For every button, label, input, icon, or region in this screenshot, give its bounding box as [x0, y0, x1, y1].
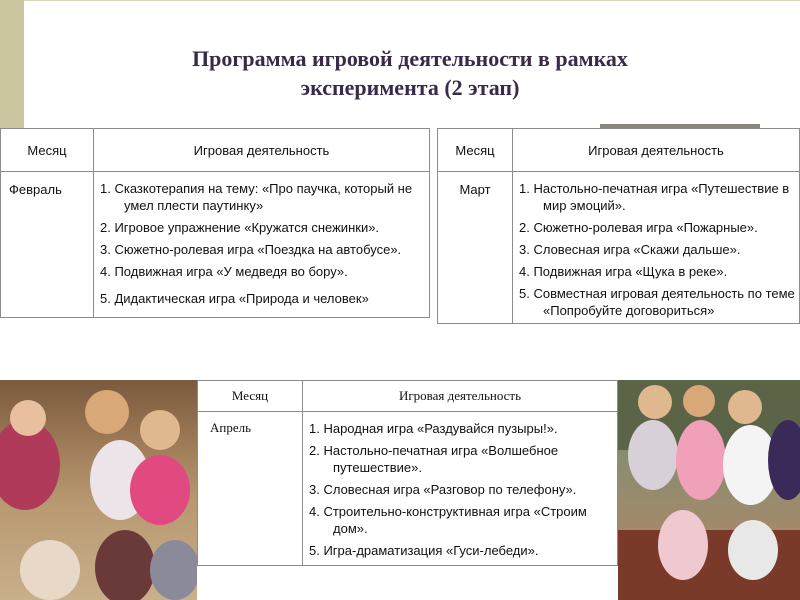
activity-item: 3. Словесная игра «Разговор по телефону».	[309, 482, 577, 497]
month-cell: Март	[438, 172, 513, 324]
activity-cell	[94, 172, 430, 318]
program-table-april	[197, 380, 618, 566]
title-line-2: эксперимента (2 этап)	[300, 75, 520, 100]
activity-item: 1. Сказкотерапия на тему: «Про паучка, который не умел плести паутинку»	[100, 181, 413, 213]
activity-cell	[513, 172, 800, 324]
title-line-1: Программа игровой деятельности в рамках	[192, 46, 628, 71]
header-month: Месяц	[198, 381, 303, 412]
month-cell: Апрель	[198, 412, 303, 566]
activity-item: 4. Строительно-конструктивная игра «Строим дом».	[309, 504, 587, 536]
children-photo-right	[618, 380, 800, 600]
header-month: Месяц	[1, 129, 94, 172]
activity-item: 2. Сюжетно-ролевая игра «Пожарные».	[519, 220, 758, 235]
activity-item: 4. Подвижная игра «У медведя во бору».	[100, 264, 348, 279]
activity-item: 3. Словесная игра «Скажи дальше».	[519, 242, 741, 257]
activity-item: 3. Сюжетно-ролевая игра «Поездка на автобусе».	[100, 242, 402, 257]
activity-item: 5. Дидактическая игра «Природа и человек»	[100, 291, 369, 306]
program-table-march	[437, 128, 800, 324]
decorative-side-bar	[0, 0, 24, 130]
activity-item: 4. Подвижная игра «Щука в реке».	[519, 264, 728, 279]
month-cell: Февраль	[1, 172, 94, 318]
activity-item: 5. Совместная игровая деятельность по теме «Попробуйте договориться»	[519, 286, 795, 318]
header-month: Месяц	[438, 129, 513, 172]
activity-item: 2. Игровое упражнение «Кружатся снежинки».	[100, 220, 380, 235]
children-photo-left	[0, 380, 197, 600]
program-table-february	[0, 128, 430, 318]
activity-item: 1. Настольно-печатная игра «Путешествие в мир эмоций».	[519, 181, 790, 213]
slide-title	[60, 44, 760, 102]
activity-item: 5. Игра-драматизация «Гуси-лебеди».	[309, 543, 539, 558]
activity-item: 2. Настольно-печатная игра «Волшебное путешествие».	[309, 443, 559, 475]
activity-cell	[303, 412, 618, 566]
header-activity: Игровая деятельность	[94, 129, 430, 172]
top-border-line	[0, 0, 800, 1]
header-activity: Игровая деятельность	[513, 129, 800, 172]
header-activity: Игровая деятельность	[303, 381, 618, 412]
activity-item: 1. Народная игра «Раздувайся пузыры!».	[309, 421, 558, 436]
